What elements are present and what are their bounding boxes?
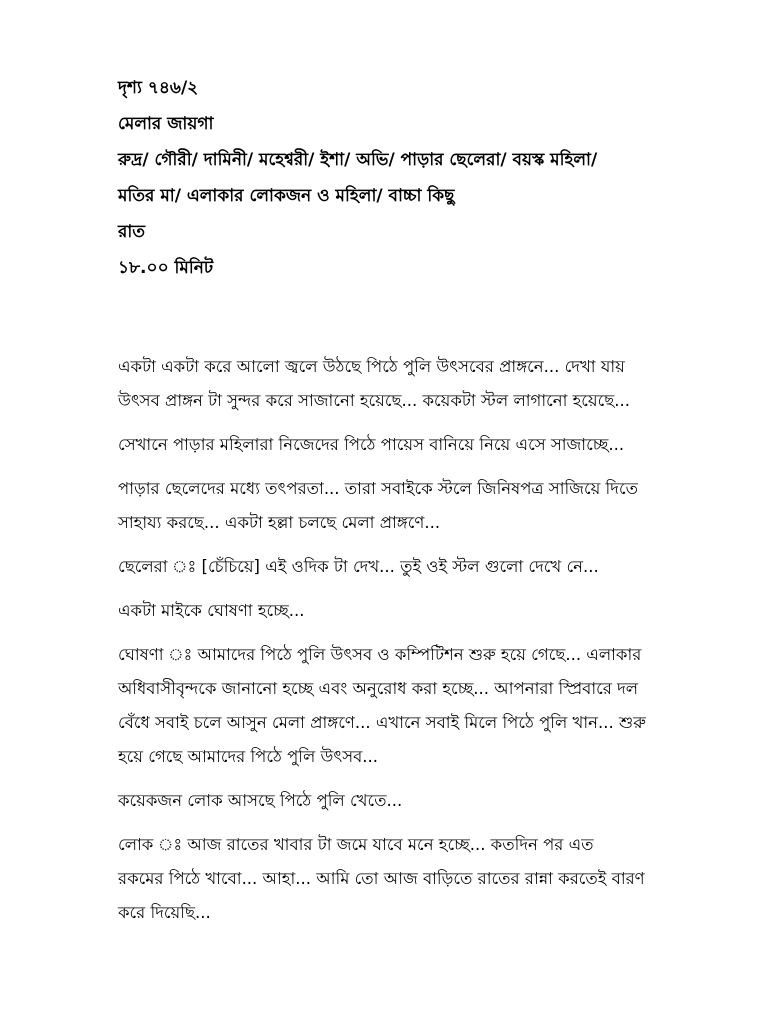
paragraph-line: একটা একটা করে আলো জ্বলে উঠছে পিঠে পুলি উৎসবের প্রাঙ্গনে... দেখা যায় [118,357,625,376]
paragraph-line: রকমের পিঠে খাবো... আহা... আমি তো আজ বাড়িতে রাতের রান্না করতেই বারণ [118,869,645,888]
paragraph-line: ঘোষণা ঃ আমাদের পিঠে পুলি উৎসব ও কম্পিটিশন শুরু হয়ে গেছে... এলাকার [118,645,642,664]
scene-location: মেলার জায়গা [118,114,214,134]
script-paragraph [118,472,678,540]
characters-line-1: রুদ্র/ গৌরী/ দামিনী/ মহেশ্বরী/ ইশা/ অভি/ পাড়ার ছেলেরা/ বয়স্ক মহিলা/ [118,150,598,170]
paragraph-line: কয়েকজন লোক আসছে পিঠে পুলি খেতে... [118,791,403,810]
script-paragraph [118,428,678,462]
script-paragraph [118,784,678,818]
scene-duration: ১৮.০০ মিনিট [118,258,214,278]
scene-time: রাত [118,222,146,242]
paragraph-line: একটা মাইকে ঘোষণা হচ্ছে... [118,601,305,620]
script-paragraph [118,594,678,628]
script-paragraph [118,828,678,930]
paragraph-line: ছেলেরা ঃ [চেঁচিয়ে] এই ওদিক টা দেখ... তুই ওই স্টল গুলো দেখে নে... [118,557,599,576]
paragraph-line: হয়ে গেছে আমাদের পিঠে পুলি উৎসব... [118,747,379,766]
paragraph-line: সাহায্য করছে... একটা হল্লা চলছে মেলা প্রাঙ্গণে... [118,513,441,532]
paragraph-line: বেঁধে সবাই চলে আসুন মেলা প্রাঙ্গণে... এখানে সবাই মিলে পিঠে পুলি খান... শুরু [118,713,646,732]
characters-line-2: মতির মা/ এলাকার লোকজন ও মহিলা/ বাচ্চা কিছু [118,186,455,206]
script-paragraph [118,350,678,418]
script-paragraph [118,638,678,774]
paragraph-line: উৎসব প্রাঙ্গন টা সুন্দর করে সাজানো হয়েছে... কয়েকটা স্টল লাগানো হয়েছে... [118,391,631,410]
paragraph-line: লোক ঃ আজ রাতের খাবার টা জমে যাবে মনে হচ্ছে... কতদিন পর এত [118,835,594,854]
script-header [118,70,698,286]
paragraph-line: করে দিয়েছি... [118,903,211,922]
scene-number: দৃশ্য ৭৪৬/২ [118,78,199,98]
paragraph-line: পাড়ার ছেলেদের মধ্যে তৎপরতা... তারা সবাইকে স্টলে জিনিষপত্র সাজিয়ে দিতে [118,479,638,498]
paragraph-line: অধিবাসীবৃন্দকে জানানো হচ্ছে এবং অনুরোধ করা হচ্ছে... আপনারা স্প্রিবারে দল [118,679,639,698]
script-paragraph [118,550,678,584]
paragraph-line: সেখানে পাড়ার মহিলারা নিজেদের পিঠে পায়েস বানিয়ে নিয়ে এসে সাজাচ্ছে... [118,435,625,454]
script-body [118,350,678,940]
